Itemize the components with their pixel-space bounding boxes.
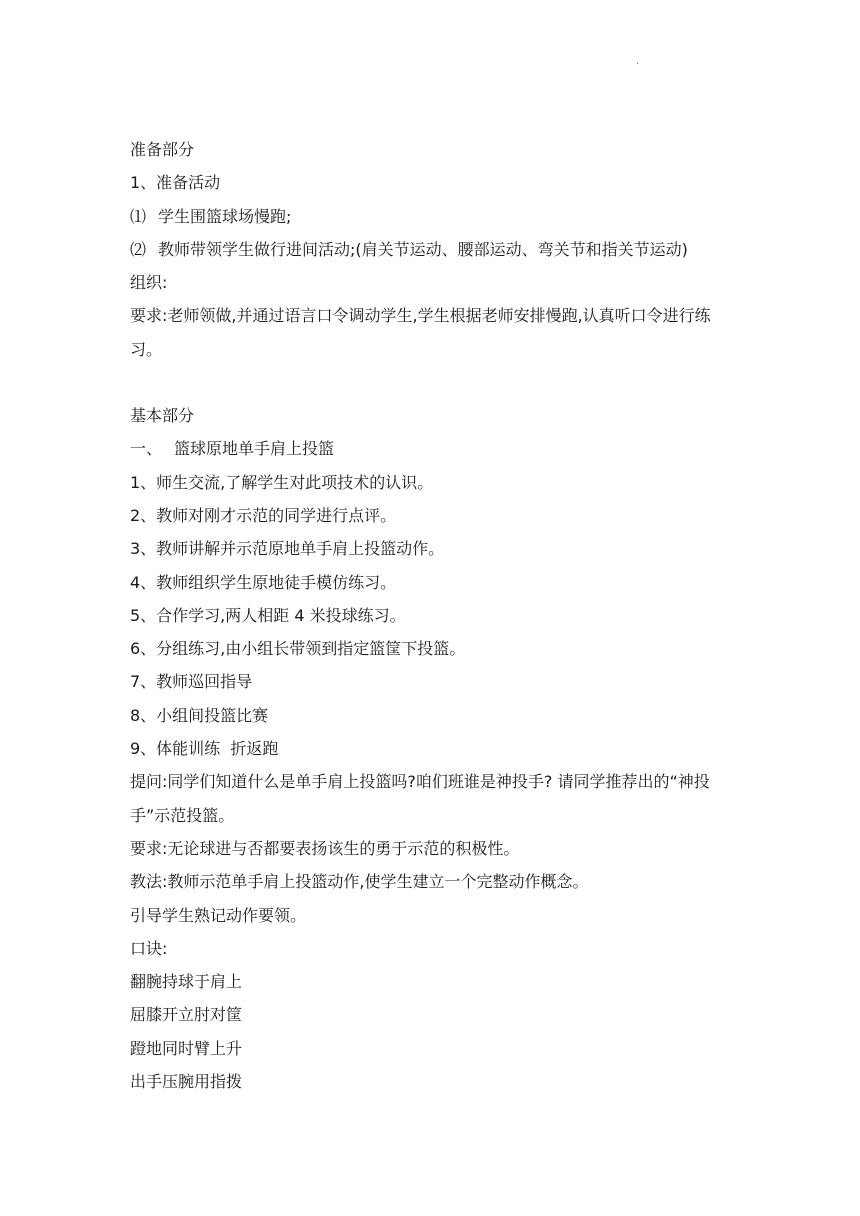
step-item: 3、教师讲解并示范原地单手肩上投篮动作。 — [130, 539, 445, 559]
subitem-text: 教师带领学生做行进间活动;(肩关节运动、腰部运动、弯关节和指关节运动) — [158, 239, 688, 259]
rhyme-line: 翻腕持球于肩上 — [130, 972, 243, 992]
rhyme-list — [130, 965, 740, 1098]
subitem-text: 学生围篮球场慢跑; — [158, 206, 292, 226]
section-title-preparation: 准备部分 — [130, 140, 195, 159]
document-body — [130, 133, 740, 1098]
prep-subitem-1 — [130, 200, 740, 233]
subitem-number: ⑵ — [130, 239, 147, 259]
basic-subtitle — [130, 432, 740, 465]
step-item: 9、体能训练 折返跑 — [130, 739, 279, 759]
subtitle-number: 一、 — [130, 439, 163, 459]
step-item: 4、教师组织学生原地徒手模仿练习。 — [130, 572, 397, 592]
step-item: 8、小组间投篮比赛 — [130, 705, 269, 725]
teaching-method: 教法:教师示范单手肩上投篮动作,使学生建立一个完整动作概念。 — [130, 872, 589, 892]
step-item: 6、分组练习,由小组长带领到指定篮筐下投篮。 — [130, 639, 466, 659]
section-title-basic: 基本部分 — [130, 406, 195, 426]
step-item: 7、教师巡回指导 — [130, 672, 253, 692]
prep-organization: 组织: — [130, 273, 168, 293]
step-item: 5、合作学习,两人相距 4 米投球练习。 — [130, 605, 406, 625]
corner-mark: . — [636, 56, 640, 67]
rhyme-label: 口诀: — [130, 938, 168, 958]
subtitle-text: 篮球原地单手肩上投篮 — [174, 439, 335, 459]
step-item: 2、教师对刚才示范的同学进行点评。 — [130, 505, 397, 525]
subitem-number: ⑴ — [130, 206, 147, 226]
prep-requirement: 要求:老师领做,并通过语言口令调动学生,学生根据老师安排慢跑,认真听口令进行练习。 — [130, 306, 711, 359]
prep-item-1: 1、准备活动 — [130, 173, 221, 193]
guide-text: 引导学生熟记动作要领。 — [130, 905, 307, 925]
basic-requirement: 要求:无论球进与否都要表扬该生的勇于示范的积极性。 — [130, 838, 520, 858]
rhyme-line: 蹬地同时臂上升 — [130, 1038, 243, 1058]
section-spacer — [130, 366, 740, 399]
question-paragraph: 提问:同学们知道什么是单手肩上投篮吗?咱们班谁是神投手? 请同学推荐出的“神投手”示范投篮。 — [130, 772, 710, 825]
prep-subitem-2 — [130, 233, 740, 266]
step-item: 1、师生交流,了解学生对此项技术的认识。 — [130, 472, 434, 492]
rhyme-line: 出手压腕用指拨 — [130, 1072, 243, 1092]
rhyme-line: 屈膝开立肘对筐 — [130, 1005, 243, 1025]
steps-list — [130, 466, 740, 766]
